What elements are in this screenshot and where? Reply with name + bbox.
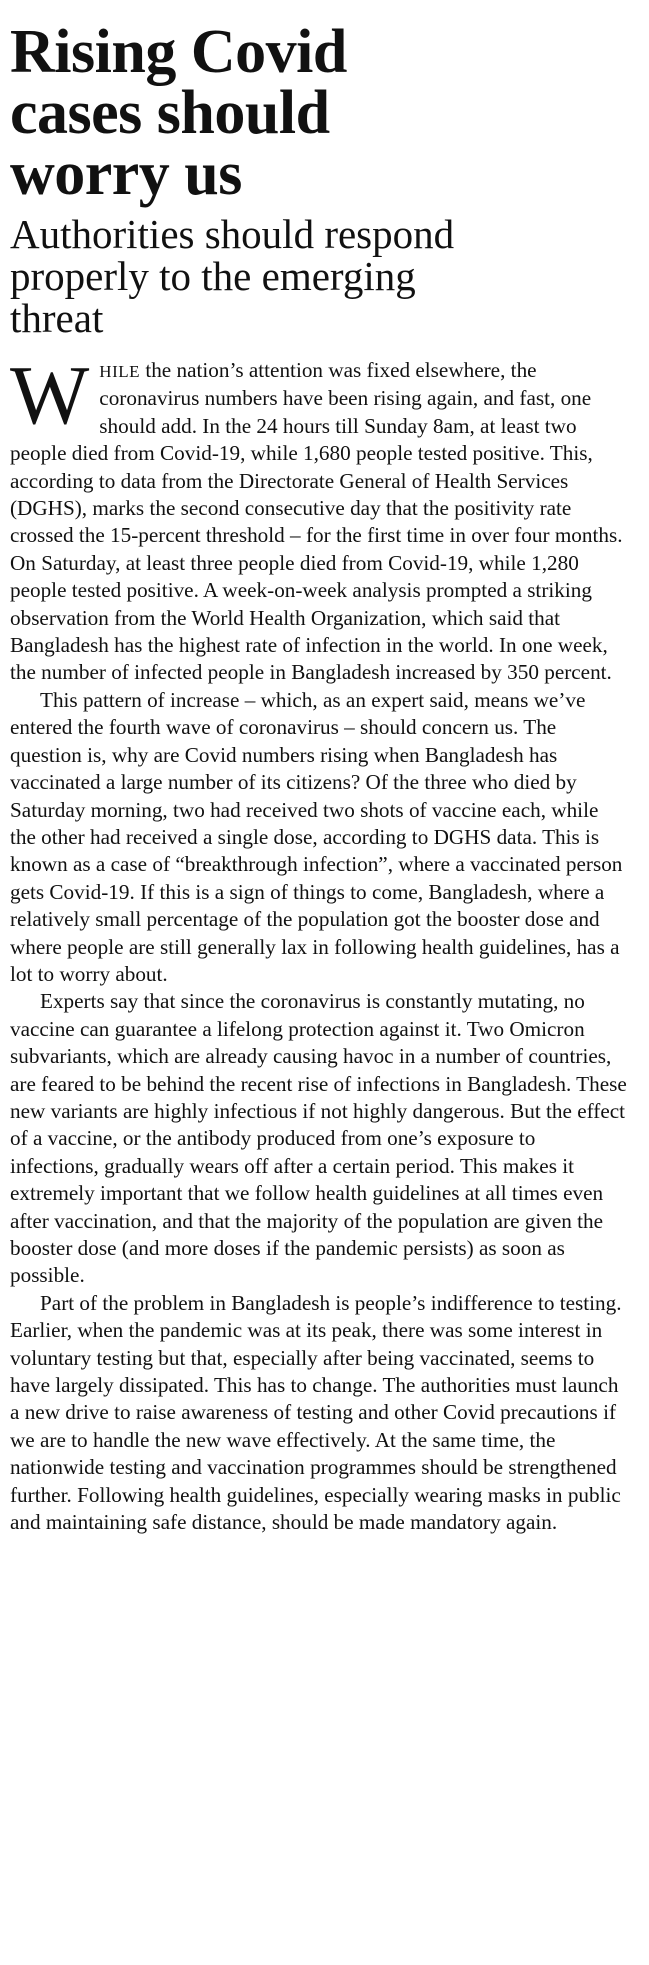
standfirst-line: Authorities should respond xyxy=(10,211,455,257)
standfirst-line: threat xyxy=(10,295,104,341)
article-body xyxy=(10,349,628,1536)
headline-line: Rising Covid xyxy=(10,18,347,86)
lead-in: HILE xyxy=(99,362,141,381)
body-paragraph: Experts say that since the coronavirus is constantly mutating, no vaccine can guarantee a lifelong protection against it. Two Omicron subvariants, which are already causing havoc in a number of countries, are feared to be behind the recent rise of infections in Bangladesh. These new variants are highly infectious if not highly dangerous. But the effect of a vaccine, or the antibody produced from one’s exposure to infections, gradually wears off after a certain period. This makes it extremely important that we follow health guidelines at all times even after vaccination, and that the majority of the population are given the booster dose (and more doses if the pandemic persists) as soon as possible. xyxy=(10,989,627,1288)
body-paragraph: Part of the problem in Bangladesh is people’s indifference to testing. Earlier, when the pandemic was at its peak, there was some interest in voluntary testing but that, especially after being vaccinated, seems to have largely dissipated. This has to change. The authorities must launch a new drive to raise awareness of testing and other Covid precautions if we are to handle the new wave effectively. At the same time, the nationwide testing and vaccination programmes should be strengthened further. Following health guidelines, especially wearing masks in public and maintaining safe distance, should be made mandatory again. xyxy=(10,1290,622,1535)
standfirst xyxy=(10,213,628,339)
standfirst-line: properly to the emerging xyxy=(10,253,416,299)
headline-line: worry us xyxy=(10,140,242,208)
drop-cap: W xyxy=(10,349,90,442)
body-paragraph xyxy=(10,349,628,687)
body-paragraph: This pattern of increase – which, as an expert said, means we’ve entered the fourth wave of coronavirus – should concern us. The question is, why are Covid numbers rising when Bangladesh has vaccinated a large number of its citizens? Of the three who died by Saturday morning, two had received two shots of vaccine each, while the other had received a single dose, according to DGHS data. This is known as a case of “breakthrough infection”, where a vaccinated person gets Covid-19. If this is a sign of things to come, Bangladesh, where a relatively small percentage of the population got the booster dose and where people are still generally lax in following health guidelines, has a lot to worry about. xyxy=(10,687,623,986)
headline-line: cases should xyxy=(10,79,330,147)
paragraph-text: the nation’s attention was fixed elsewhere, the coronavirus numbers have been rising again, and fast, one should add. In the 24 hours till Sunday 8am, at least two people died from Covid-19, while 1,680 people tested positive. This, according to data from the Directorate General of Health Services (DGHS), marks the second consecutive day that the positivity rate crossed the 15-percent threshold – for the first time in over four months. On Saturday, at least three people died from Covid-19, while 1,280 people tested positive. A week-on-week analysis prompted a striking observation from the World Health Organization, which said that Bangladesh has the highest rate of infection in the world. In one week, the number of infected people in Bangladesh increased by 350 percent. xyxy=(10,358,623,685)
headline xyxy=(10,18,628,208)
